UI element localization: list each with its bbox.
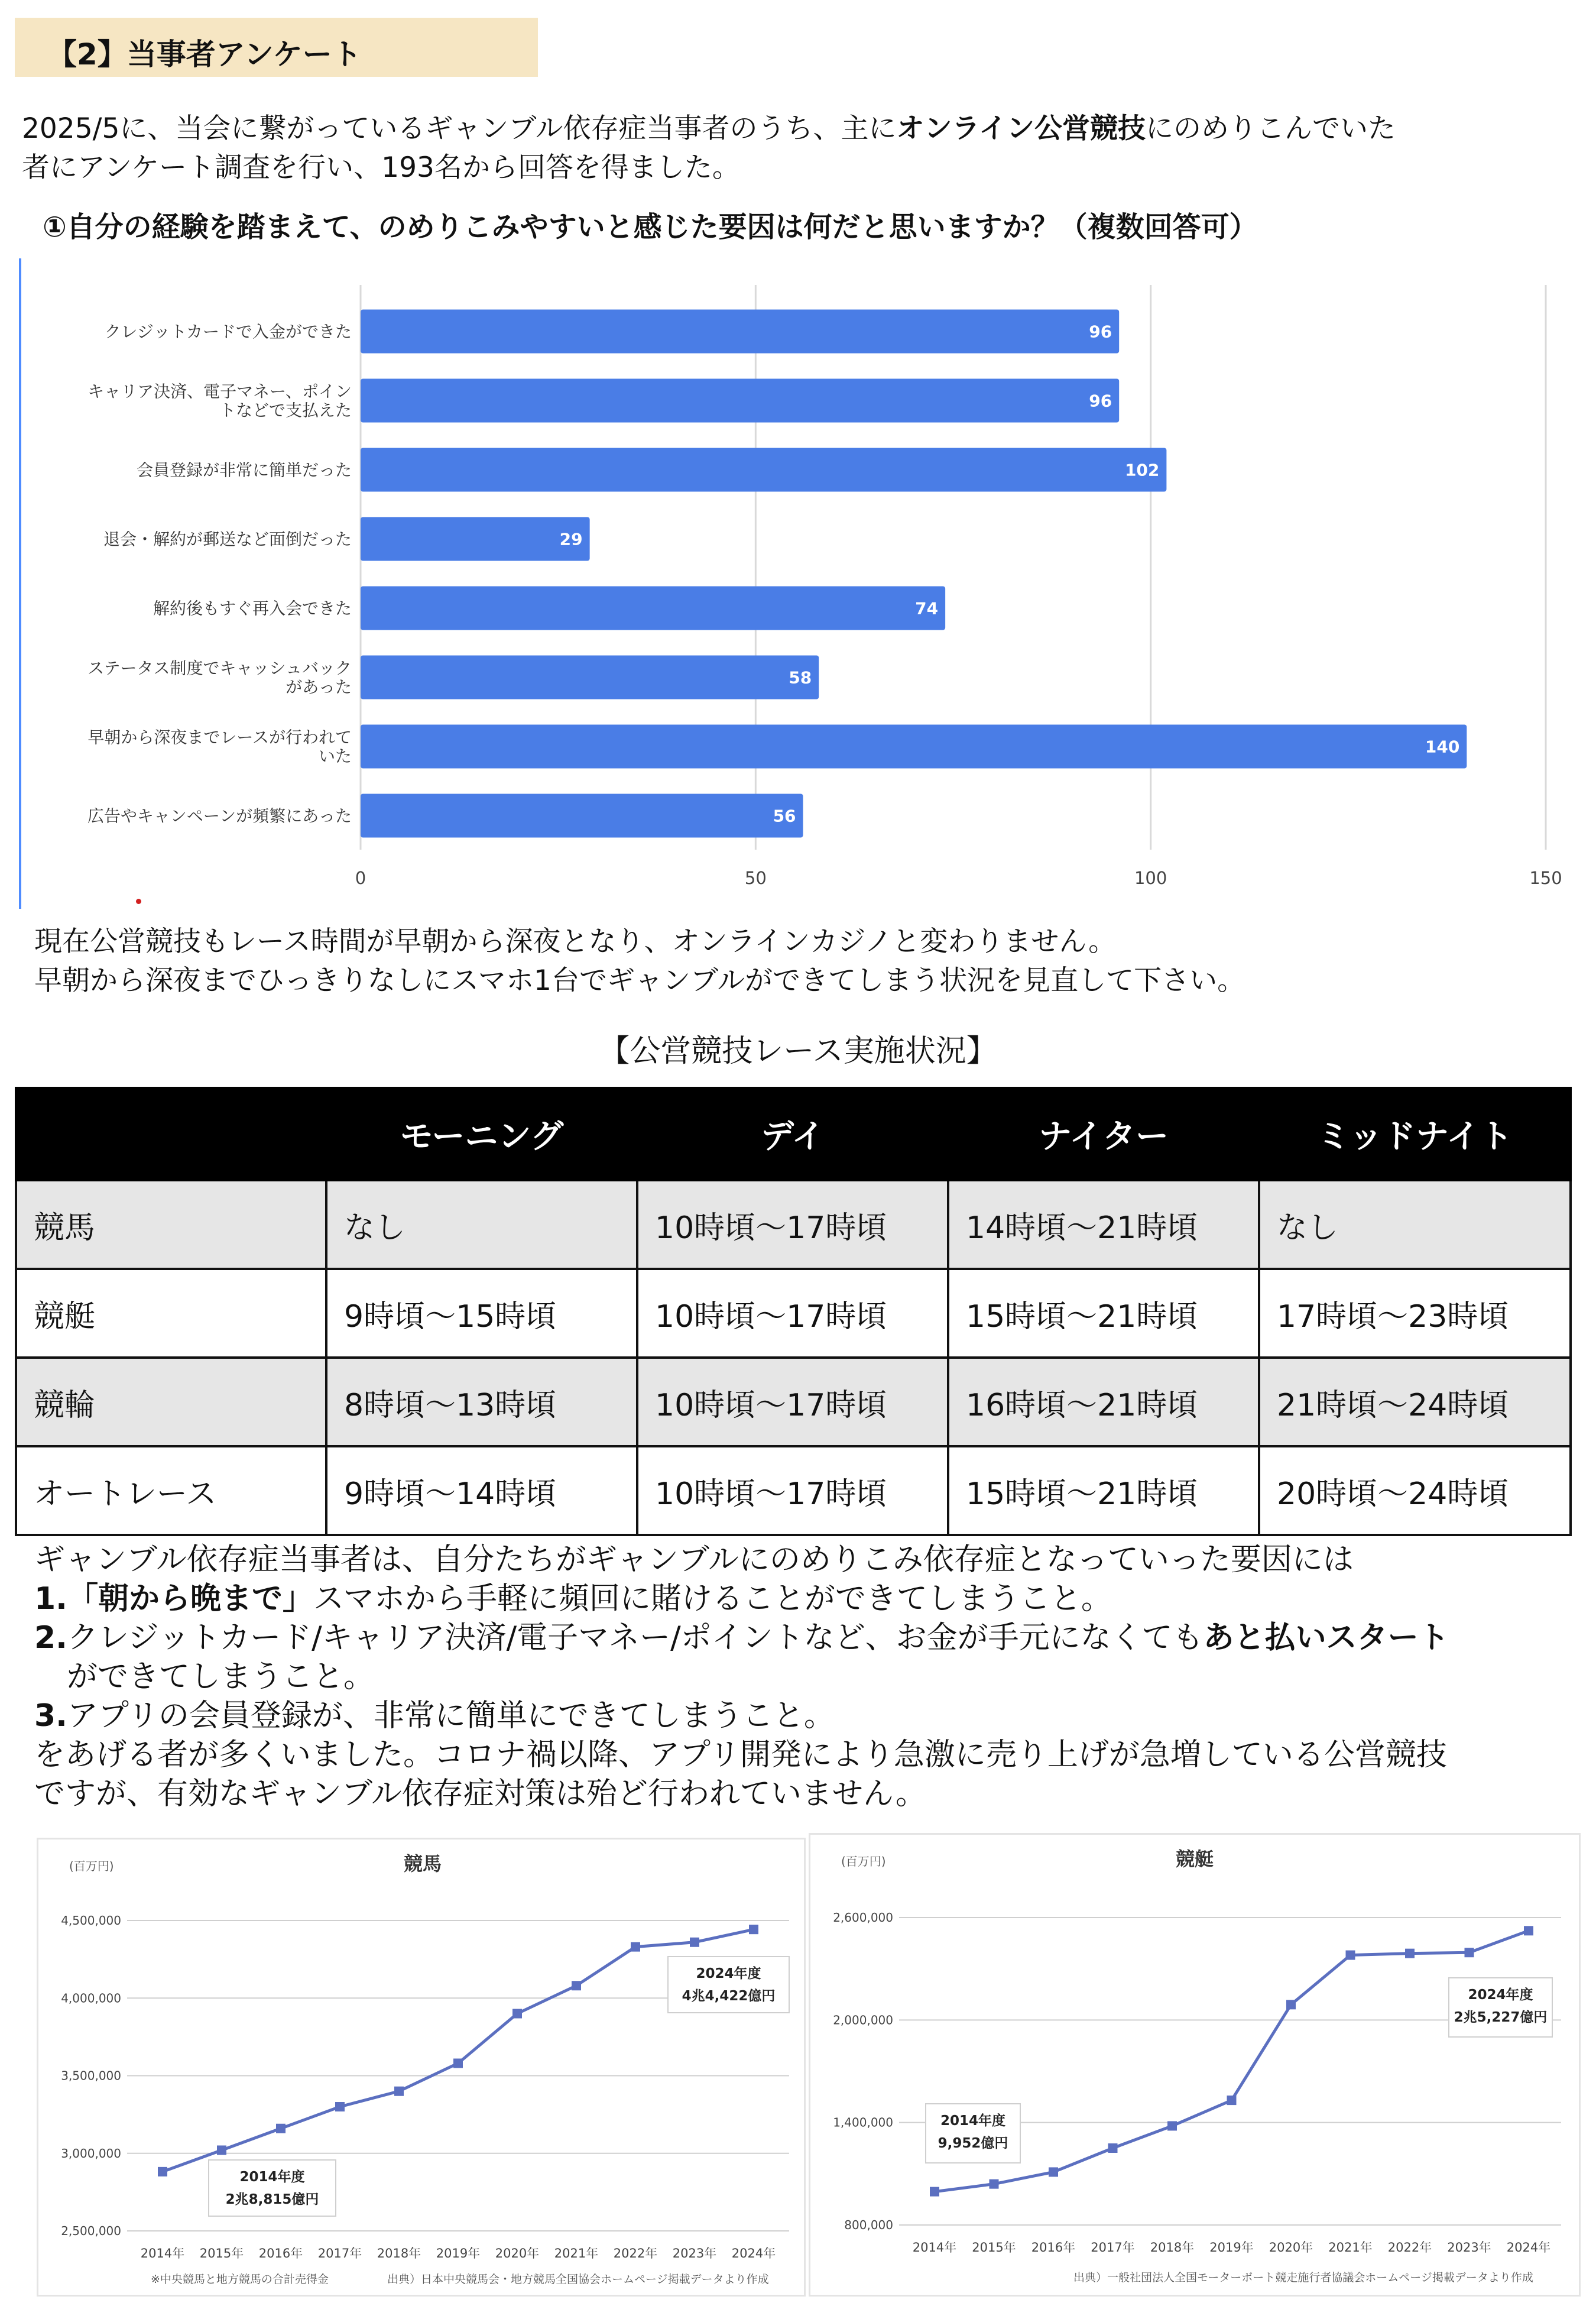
category-label: があった [286,677,352,697]
comment-line-2: 早朝から深夜までひっきりなしにスマホ1台でギャンブルができてしまう状況を見直して下さい。 [34,964,1245,997]
question-title: ①自分の経験を踏まえて、のめりこみやすいと感じた要因は何だと思いますか？（複数回答可） [43,210,1258,244]
x-tick-label: 2019年 [1209,2240,1254,2255]
table-cell: 競艇 [16,1269,326,1358]
data-point [1108,2143,1118,2153]
category-label: 解約後もすぐ再入会できた [153,598,352,618]
annotation-text: 2024年度 [696,1966,761,1981]
source-note: 出典）一般社団法人全国モーターボート競走施行者協議会ホームページ掲載データより作成 [1073,2271,1533,2284]
bar-value-label: 74 [915,598,939,618]
data-point [1465,1948,1474,1957]
table-cell: 15時頃〜21時頃 [948,1446,1259,1535]
item-3-text: アプリの会員登録が、非常に簡単にできてしまうこと。 [67,1698,835,1734]
item-1-text: スマホから手軽に頻回に賭けることができてしまうこと。 [313,1581,1112,1617]
item-1-bold: 「朝から晩まで」 [67,1581,313,1617]
table-cell: なし [1259,1180,1571,1269]
chart-left-border [19,258,21,909]
data-point [1227,2096,1237,2105]
table-row [16,1446,1571,1535]
x-tick-label: 100 [1134,868,1167,888]
data-point [512,2009,522,2019]
series-line [935,1931,1529,2191]
x-tick-label: 2021年 [554,2246,599,2260]
data-point [930,2187,939,2197]
x-tick-label: 2021年 [1328,2240,1373,2255]
category-label: 退会・解約が郵送など面倒だった [103,529,352,549]
x-tick-label: 2019年 [436,2246,481,2260]
intro-paragraph [22,109,1576,187]
table-header-cell: ミッドナイト [1259,1088,1571,1180]
bar [361,517,590,561]
table-cell: 10時頃〜17時頃 [637,1446,948,1535]
section-title: 【2】当事者アンケート [47,37,362,72]
x-tick-label: 2022年 [613,2246,658,2260]
data-point [1524,1926,1533,1935]
intro-line-1 [22,109,1576,148]
table-cell: 9時頃〜15時頃 [326,1269,637,1358]
keiba-sales-chart [37,1838,806,2297]
annotation-box [668,1957,789,2013]
table-header-row [16,1088,1571,1180]
series-line [163,1929,754,2172]
x-tick-label: 2018年 [1150,2240,1195,2255]
table-cell: 21時頃〜24時頃 [1259,1358,1571,1446]
conclusion-intro: ギャンブル依存症当事者は、自分たちがギャンブルにのめりこみ依存症となっていった要因には [34,1542,1354,1578]
y-axis-unit: (百万円) [841,1854,886,1868]
x-tick-label: 2017年 [1091,2240,1135,2255]
table-header-cell: デイ [637,1088,948,1180]
annotation-text: 2兆5,227億円 [1454,2010,1548,2025]
x-tick-label: 2015年 [199,2246,244,2260]
y-tick-label: 2,000,000 [833,2013,893,2028]
intro-line-1-pre: 2025/5に、当会に繋がっているギャンブル依存症当事者のうち、主に [22,112,897,145]
table-cell: 競馬 [16,1180,326,1269]
category-label: トなどで支払えた [219,400,352,420]
bar-value-label: 56 [773,806,796,826]
annotation-text: 9,952億円 [938,2136,1008,2151]
x-tick-label: 2018年 [377,2246,421,2260]
x-tick-label: 2016年 [1031,2240,1076,2255]
table-cell: 17時頃〜23時頃 [1259,1269,1571,1358]
item-3-number: 3. [34,1698,67,1734]
bar-value-label: 96 [1089,322,1112,342]
data-point [1346,1951,1355,1960]
annotation-text: 2024年度 [1468,1987,1533,2003]
data-point [1405,1949,1415,1958]
category-label: 会員登録が非常に簡単だった [136,460,352,480]
category-label: クレジットカードで入金ができた [104,322,352,342]
data-point [276,2124,286,2133]
table-cell: 10時頃〜17時頃 [637,1358,948,1446]
red-dot-marker [136,899,141,904]
table-cell: 競輪 [16,1358,326,1446]
intro-line-2: 者にアンケート調査を行い、193名から回答を得ました。 [22,151,740,184]
data-point [1049,2167,1058,2177]
data-point [990,2179,999,2189]
x-tick-label: 2023年 [672,2246,717,2260]
x-tick-label: 2016年 [258,2246,303,2260]
x-tick-label: 2014年 [912,2240,957,2255]
x-tick-label: 2024年 [1506,2240,1551,2255]
chart-title: 競馬 [403,1852,442,1875]
x-tick-label: 2017年 [317,2246,362,2260]
item-2-text: クレジットカード/キャリア決済/電子マネー/ポイントなど、お金が手元になくても [67,1620,1204,1656]
survey-bar-chart [18,258,1575,909]
bar-value-label: 96 [1089,391,1112,411]
table-header-cell [16,1088,326,1180]
data-point [749,1925,758,1934]
y-tick-label: 2,600,000 [833,1910,893,1925]
y-tick-label: 1,400,000 [833,2115,893,2130]
y-tick-label: 4,000,000 [61,1991,121,2006]
conclusion-item-1 [34,1579,1583,1618]
bar [361,379,1119,423]
keiba-chart-svg [38,1839,804,2295]
y-tick-label: 2,500,000 [61,2224,121,2238]
bar-value-label: 102 [1124,460,1160,480]
x-tick-label: 150 [1529,868,1562,888]
x-tick-label: 0 [355,868,366,888]
conclusion-item-2-cont: ができてしまうこと。 [67,1659,375,1695]
x-tick-label: 50 [744,868,767,888]
intro-line-1-post: にのめりこんでいた [1146,112,1396,145]
bar [361,656,819,699]
x-tick-label: 2022年 [1387,2240,1432,2255]
table-title: 【公営競技レース実施状況】 [599,1034,997,1069]
annotation-text: 2014年度 [940,2113,1006,2129]
bar-value-label: 140 [1425,737,1460,757]
table-cell: 10時頃〜17時頃 [637,1269,948,1358]
item-2-number: 2. [34,1620,67,1656]
bar [361,794,803,838]
source-note: ※中央競馬と地方競馬の合計売得金 [151,2273,329,2286]
annotation-text: 2兆8,815億円 [225,2192,319,2207]
x-tick-label: 2020年 [495,2246,540,2260]
bar-chart-svg [18,258,1575,909]
y-tick-label: 3,000,000 [61,2146,121,2161]
table-row [16,1358,1571,1446]
comment-line-1: 現在公営競技もレース時間が早朝から深夜となり、オンラインカジノと変わりません。 [34,925,1117,958]
data-point [572,1981,581,1990]
chart-title: 競艇 [1175,1848,1214,1870]
category-label: ステータス制度でキャッシュバック [87,658,352,678]
x-tick-label: 2023年 [1447,2240,1491,2255]
table-row [16,1269,1571,1358]
annotation-box [209,2160,336,2216]
y-axis-unit: (百万円) [69,1859,114,1873]
bar-value-label: 58 [789,668,812,688]
table-row [16,1180,1571,1269]
x-tick-label: 2020年 [1269,2240,1313,2255]
bar [361,725,1467,769]
table-cell: 9時頃〜14時頃 [326,1446,637,1535]
comment-paragraph [34,922,1571,1000]
conclusion-item-2 [34,1618,1583,1657]
category-label: キャリア決済、電子マネー、ポイン [87,381,352,401]
kyotei-sales-chart [809,1833,1581,2297]
bar [361,448,1166,492]
category-label: 広告やキャンペーンが頻繁にあった [87,806,352,826]
section-banner [15,18,538,77]
x-tick-label: 2024年 [731,2246,776,2260]
race-schedule-table [15,1087,1572,1536]
data-point [217,2146,226,2155]
intro-line-1-bold: オンライン公営競技 [896,112,1146,145]
table-cell: なし [326,1180,637,1269]
annotation-text: 2014年度 [239,2169,305,2185]
table-cell: 15時頃〜21時頃 [948,1269,1259,1358]
conclusion-paragraph [34,1540,1583,1813]
table-cell: 16時頃〜21時頃 [948,1358,1259,1446]
x-tick-label: 2014年 [140,2246,185,2260]
table-cell: 14時頃〜21時頃 [948,1180,1259,1269]
data-point [394,2087,404,2096]
data-point [158,2167,167,2177]
data-point [335,2102,345,2111]
data-point [1167,2121,1177,2130]
data-point [1286,2000,1296,2009]
data-point [453,2059,463,2068]
table-cell: 20時頃〜24時頃 [1259,1446,1571,1535]
item-1-number: 1. [34,1581,67,1617]
table-cell: オートレース [16,1446,326,1535]
category-label: 早朝から深夜までレースが行われて [87,727,352,747]
conclusion-close-1: をあげる者が多くいました。コロナ禍以降、アプリ開発により急激に売り上げが急増している公営競技 [34,1737,1447,1773]
annotation-box [1449,1978,1552,2037]
conclusion-close-2: ですが、有効なギャンブル依存症対策は殆ど行われていません。 [34,1776,927,1812]
y-tick-label: 3,500,000 [61,2068,121,2083]
y-tick-label: 800,000 [844,2218,893,2232]
data-point [631,1942,640,1952]
bar [361,310,1119,354]
table-cell: 8時頃〜13時頃 [326,1358,637,1446]
category-label: いた [318,746,352,766]
annotation-box [926,2104,1020,2163]
annotation-text: 4兆4,422億円 [682,1988,776,2004]
item-2-bold: あと払いスタート [1203,1620,1449,1656]
table-header-cell: モーニング [326,1088,637,1180]
x-tick-label: 2015年 [972,2240,1016,2255]
source-note: 出典）日本中央競馬会・地方競馬全国協会ホームページ掲載データより作成 [387,2273,769,2286]
bar-value-label: 29 [559,529,583,549]
table-header-cell: ナイター [948,1088,1259,1180]
conclusion-item-3 [34,1696,1583,1735]
bar [361,587,945,630]
table-cell: 10時頃〜17時頃 [637,1180,948,1269]
data-point [690,1938,699,1947]
kyotei-chart-svg [810,1835,1579,2295]
y-tick-label: 4,500,000 [61,1913,121,1928]
